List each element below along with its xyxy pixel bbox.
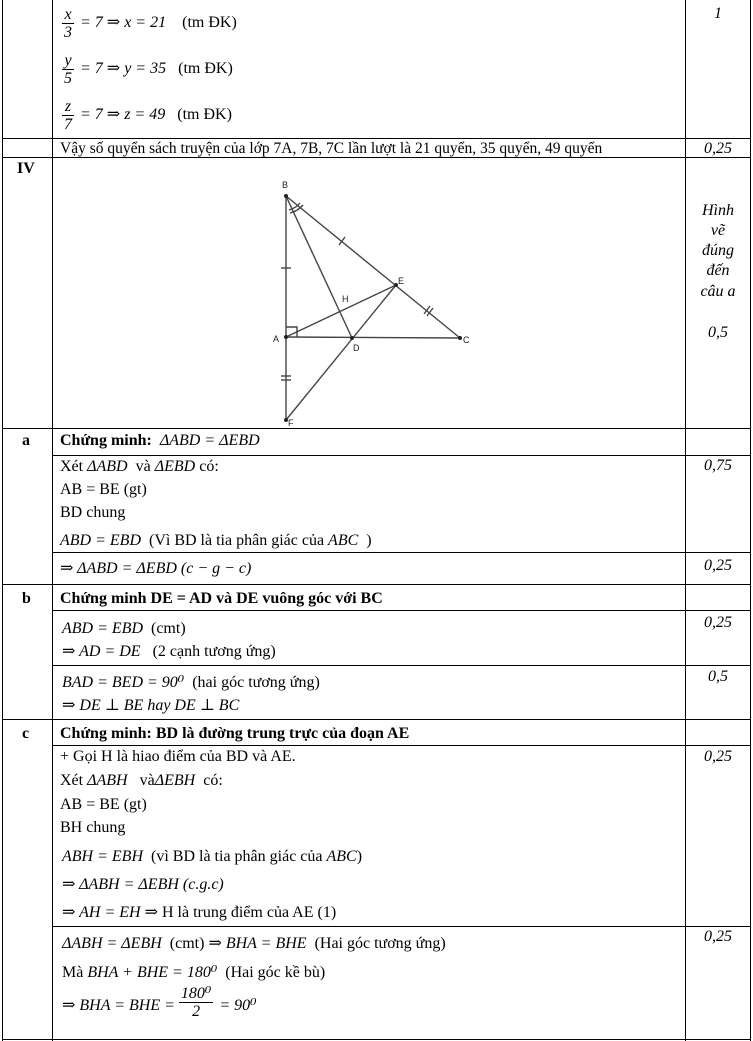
part-c-line8: ΔABH = ΔEBH (cmt) ⇒ BHA = BHE (Hai góc tương ứng) <box>62 935 446 952</box>
label-c: C <box>463 335 470 345</box>
score-conclusion: 0,25 <box>704 140 732 157</box>
score-figure-line3: đúng <box>702 242 734 259</box>
part-b-title: Chứng minh DE = AD và DE vuông góc với BC <box>60 590 383 607</box>
row-divider <box>52 665 751 666</box>
row-divider <box>52 610 751 611</box>
label-d: D <box>353 343 360 353</box>
row-divider <box>2 719 751 720</box>
part-c-line7: ⇒ AH = EH ⇒ H là trung điểm của AE (1) <box>62 904 337 921</box>
segment-bc <box>286 196 460 338</box>
part-b-line2: ⇒ AD = DE (2 cạnh tương ứng) <box>62 643 276 660</box>
part-a-line2: AB = BE (gt) <box>60 481 147 498</box>
score-figure-line2: vẽ <box>710 222 726 239</box>
label-f: F <box>288 418 294 428</box>
part-c-line1: + Gọi H là hiao điểm của BD và AE. <box>60 748 296 765</box>
part-c-line10: ⇒ BHA = BHE = $\frac{\text{180⁰}}{2}$ = 90⁰ <box>62 985 257 1020</box>
equation-z: $\frac{z}{7}$ = 7 ⇒ z = 49 (tm ĐK) <box>64 98 232 133</box>
label-a: A <box>273 334 280 344</box>
label-b: B <box>282 180 289 190</box>
part-label-b: b <box>22 590 31 607</box>
score-part-a-2: 0,25 <box>704 557 732 574</box>
score-figure-line1: Hình <box>702 202 734 219</box>
segment-ae <box>286 285 396 337</box>
part-a-line5: ⇒ ΔABD = ΔEBD (c − g − c) <box>60 560 252 577</box>
segment-bd <box>286 196 352 338</box>
score-part-c-2: 0,25 <box>704 928 732 945</box>
row-divider <box>52 745 751 746</box>
part-c-line9: Mà BHA + BHE = 180⁰ (Hai góc kề bù) <box>62 964 326 981</box>
part-c-title: Chứng minh: BD là đường trung trực của đoạn AE <box>60 725 410 742</box>
part-b-line1: ABD = EBD (cmt) <box>62 620 186 637</box>
equation-x: $\frac{x}{3}$ = 7 ⇒ x = 21 (tm ĐK) <box>64 6 237 41</box>
part-c-line6: ⇒ ΔABH = ΔEBH (c.g.c) <box>62 876 224 893</box>
row-divider <box>2 584 751 585</box>
part-c-line5: ABH = EBH (vì BD là tia phân giác của ABC) <box>62 848 363 865</box>
score-part-a-1: 0,75 <box>704 457 732 474</box>
score-figure-line4: đến <box>706 262 730 279</box>
point-b <box>284 194 288 198</box>
part-c-line3: AB = BE (gt) <box>60 796 147 813</box>
row-divider <box>2 428 751 429</box>
score-part-b-1: 0,25 <box>704 614 732 631</box>
row-divider <box>2 138 751 139</box>
point-d <box>350 336 354 340</box>
geometry-figure <box>260 170 480 428</box>
section-label-iv: IV <box>17 160 35 177</box>
score-part-c-1: 0,25 <box>704 748 732 765</box>
part-a-title: Chứng minh: ΔABD = ΔEBD <box>60 432 260 449</box>
score-top: 1 <box>714 5 722 22</box>
part-label-c: c <box>22 725 30 742</box>
segment-fe <box>286 285 396 420</box>
score-part-b-2: 0,5 <box>708 668 728 685</box>
table-border-bottom <box>2 1039 751 1040</box>
part-b-line4: ⇒ DE ⊥ BE hay DE ⊥ BC <box>62 697 240 714</box>
part-label-a: a <box>22 432 30 449</box>
row-divider <box>52 455 751 456</box>
part-a-line3: BD chung <box>60 504 126 521</box>
segment-ac <box>286 337 460 338</box>
part-b-line3: BAD = BED = 90⁰ (hai góc tương ứng) <box>62 674 320 691</box>
part-c-line2: Xét ΔABH vàΔEBH có: <box>60 772 223 789</box>
score-figure: 0,5 <box>708 324 728 341</box>
point-a <box>284 335 288 339</box>
label-e: E <box>398 276 405 286</box>
point-c <box>458 336 462 340</box>
conclusion-text: Vậy số quyển sách truyện của lớp 7A, 7B, 7C lần lượt là 21 quyển, 35 quyển, 49 quyển <box>60 140 603 157</box>
score-figure-line5: câu a <box>700 283 736 300</box>
part-a-line1: Xét ΔABD và ΔEBD có: <box>60 458 219 475</box>
row-divider <box>52 552 751 553</box>
part-a-line4: ABD = EBD (Vì BD là tia phân giác của ABC ) <box>60 532 372 549</box>
equation-y: $\frac{y}{5}$ = 7 ⇒ y = 35 (tm ĐK) <box>64 52 233 87</box>
part-c-line4: BH chung <box>60 819 126 836</box>
row-divider <box>52 926 751 927</box>
label-h: H <box>342 294 349 304</box>
